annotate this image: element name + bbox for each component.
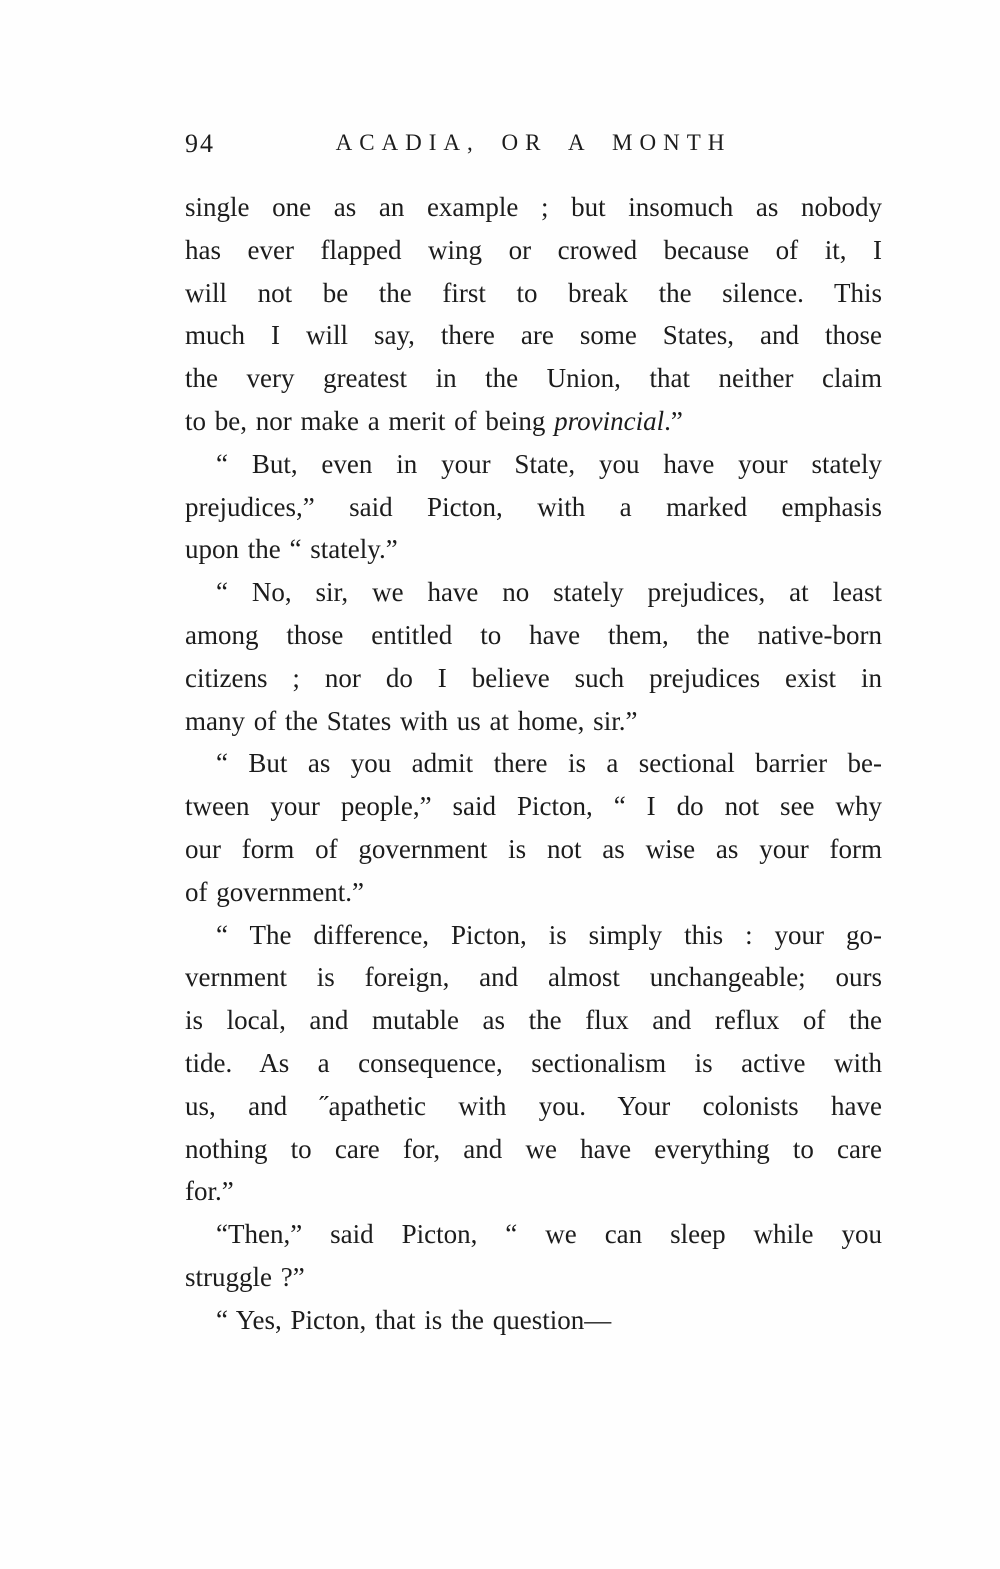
text-line: upon the “ stately.”: [185, 534, 398, 565]
text-line: of government.”: [185, 876, 364, 907]
text-line: “Then,” said Picton, “ we can sleep while you: [216, 1219, 882, 1250]
text-line: “ But, even in your State, you have your stately: [216, 448, 882, 479]
text-line: vernment is foreign, and almost unchangeable; ours: [185, 962, 882, 993]
text-line: the very greatest in the Union, that neither claim: [185, 363, 882, 394]
text-line: us, and ˝apathetic with you. Your colonists have: [185, 1090, 882, 1121]
page-number: 94: [185, 129, 215, 158]
text-line: struggle ?”: [185, 1261, 305, 1292]
text-line: many of the States with us at home, sir.”: [185, 705, 638, 736]
text-line: “ Yes, Picton, that is the question—: [216, 1304, 612, 1335]
text-line: tween your people,” said Picton, “ I do not see why: [185, 791, 882, 822]
page-header: [185, 126, 882, 162]
text-line: tide. As a consequence, sectionalism is active with: [185, 1047, 882, 1078]
text-line: nothing to care for, and we have everything to care: [185, 1133, 882, 1164]
text-line: citizens ; nor do I believe such prejudices exist in: [185, 662, 882, 693]
text-line: prejudices,” said Picton, with a marked emphasis: [185, 491, 882, 522]
text-line: has ever flapped wing or crowed because of it, I: [185, 234, 882, 265]
text-line: is local, and mutable as the flux and reflux of the: [185, 1005, 882, 1036]
text-line: among those entitled to have them, the native-born: [185, 619, 882, 650]
text-line: to be, nor make a merit of being provincial.”: [185, 405, 683, 436]
text-line: “ The difference, Picton, is simply this : your go-: [216, 919, 882, 950]
running-title: ACADIA, OR A MONTH: [335, 130, 732, 155]
text-line: will not be the first to break the silence. This: [185, 277, 882, 308]
text-line: for.”: [185, 1176, 234, 1207]
text-line: “ But as you admit there is a sectional barrier be-: [216, 748, 882, 779]
text-line: much I will say, there are some States, and those: [185, 320, 882, 351]
text-line: “ No, sir, we have no stately prejudices, at least: [216, 577, 882, 608]
text-line: single one as an example ; but insomuch as nobody: [185, 192, 882, 222]
text-line: our form of government is not as wise as your form: [185, 833, 882, 864]
text-block: [185, 186, 882, 1342]
